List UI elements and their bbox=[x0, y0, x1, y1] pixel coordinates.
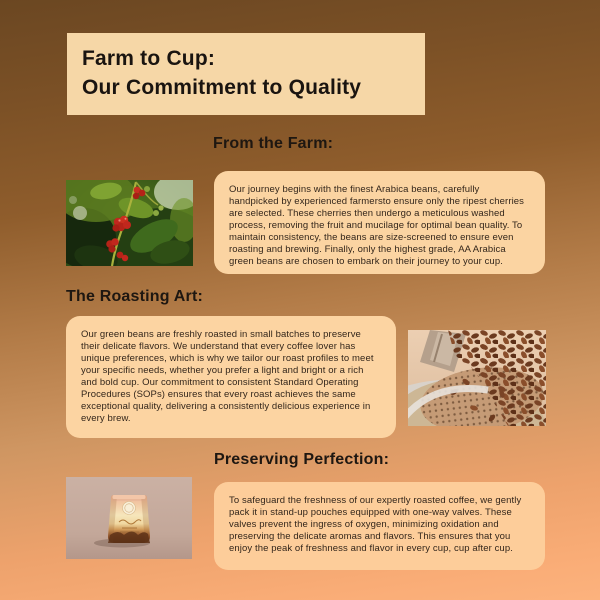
poster-title-box bbox=[67, 33, 425, 115]
poster-title-line-2: Our Commitment to Quality bbox=[82, 76, 362, 99]
section-body-preserving-perfection: To safeguard the freshness of our expertly roasted coffee, we gently pack it in stand-up pouches equipped with one-way valves. These valves prevent the ingress of oxygen, minimizing oxidation and preserving the delicate aromas and flavors. This ensures that you enjoy the peak of freshness and flavor in every cup, cup after cup. bbox=[214, 482, 545, 570]
section-heading-from-the-farm: From the Farm: bbox=[213, 135, 334, 152]
section-body-from-the-farm: Our journey begins with the finest Arabica beans, carefully handpicked by experienced farmersto ensure only the ripest cherries are selected. These cherries then undergo a meticulous washed process, removing the fruit and mucilage for optimal bean quality. To maintain consistency, the beans are size-screened to ensure even roasting and brewing. Finally, only the highest grade, AA Arabica green beans are chosen to embark on their journey to your cup. bbox=[214, 171, 545, 274]
section-body-the-roasting-art: Our green beans are freshly roasted in small batches to preserve their delicate flavors. We understand that every coffee lover has unique preferences, which is why we tailor our roast profiles to meet your specific needs, whether you prefer a light and bright or a rich and bold cup. Our commitment to consistent Standard Operating Procedures (SOPs) ensures that every roast achieves the same exceptional quality, delivering a consistently delicious experience in every brew. bbox=[66, 316, 396, 438]
coffee-roaster-photo bbox=[408, 330, 546, 426]
poster-title-line-1: Farm to Cup: bbox=[82, 47, 216, 71]
coffee-cherries-photo bbox=[66, 180, 193, 266]
coffee-pouch-photo bbox=[66, 477, 192, 559]
section-heading-the-roasting-art: The Roasting Art: bbox=[66, 288, 204, 305]
section-heading-preserving-perfection: Preserving Perfection: bbox=[214, 451, 390, 468]
